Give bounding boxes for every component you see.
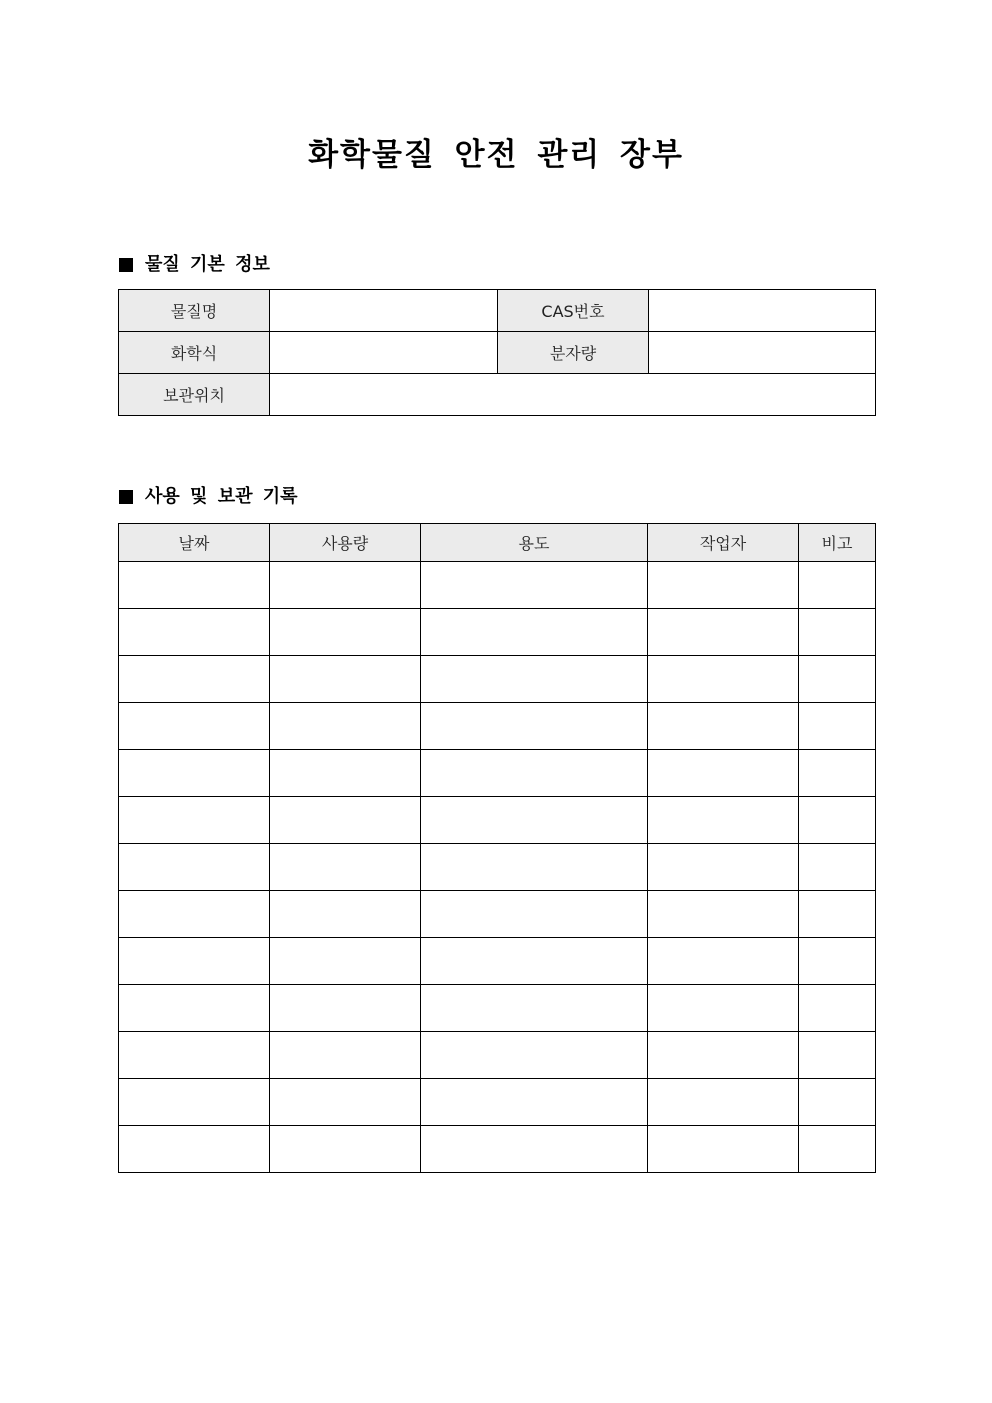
cell-purpose[interactable]	[421, 1032, 648, 1079]
table-row	[119, 938, 876, 985]
table-row	[119, 1126, 876, 1173]
table-row	[119, 332, 876, 374]
table-row	[119, 656, 876, 703]
cell-purpose[interactable]	[421, 844, 648, 891]
cell-purpose[interactable]	[421, 703, 648, 750]
cell-purpose[interactable]	[421, 656, 648, 703]
cell-amount[interactable]	[270, 562, 421, 609]
cell-remarks[interactable]	[799, 562, 876, 609]
cell-amount[interactable]	[270, 985, 421, 1032]
cell-remarks[interactable]	[799, 609, 876, 656]
cell-amount[interactable]	[270, 844, 421, 891]
cell-remarks[interactable]	[799, 891, 876, 938]
cell-amount[interactable]	[270, 1079, 421, 1126]
cell-worker[interactable]	[648, 797, 799, 844]
cell-date[interactable]	[119, 562, 270, 609]
column-header-worker: 작업자	[648, 524, 799, 562]
cell-worker[interactable]	[648, 703, 799, 750]
section-heading-basic-info	[119, 252, 270, 278]
label-cas-number: CAS번호	[498, 290, 649, 332]
document-title: 화학물질 안전 관리 장부	[308, 137, 684, 173]
cell-date[interactable]	[119, 1079, 270, 1126]
cell-date[interactable]	[119, 938, 270, 985]
label-molecular-weight: 분자량	[498, 332, 649, 374]
table-row	[119, 290, 876, 332]
cell-purpose[interactable]	[421, 1126, 648, 1173]
cell-amount[interactable]	[270, 891, 421, 938]
cell-worker[interactable]	[648, 891, 799, 938]
table-row	[119, 1032, 876, 1079]
cell-remarks[interactable]	[799, 750, 876, 797]
cell-remarks[interactable]	[799, 985, 876, 1032]
field-chemical-formula[interactable]	[270, 332, 498, 374]
cell-remarks[interactable]	[799, 844, 876, 891]
cell-worker[interactable]	[648, 844, 799, 891]
cell-worker[interactable]	[648, 1126, 799, 1173]
cell-remarks[interactable]	[799, 1079, 876, 1126]
cell-remarks[interactable]	[799, 1032, 876, 1079]
cell-amount[interactable]	[270, 938, 421, 985]
cell-date[interactable]	[119, 609, 270, 656]
cell-purpose[interactable]	[421, 797, 648, 844]
square-bullet-icon	[119, 490, 133, 504]
cell-purpose[interactable]	[421, 750, 648, 797]
section-heading-label: 물질 기본 정보	[145, 254, 270, 275]
table-row	[119, 374, 876, 416]
cell-date[interactable]	[119, 797, 270, 844]
cell-amount[interactable]	[270, 1032, 421, 1079]
field-storage-location[interactable]	[270, 374, 876, 416]
cell-date[interactable]	[119, 703, 270, 750]
cell-remarks[interactable]	[799, 703, 876, 750]
table-row	[119, 750, 876, 797]
basic-info-table	[118, 289, 876, 416]
column-header-date: 날짜	[119, 524, 270, 562]
cell-remarks[interactable]	[799, 656, 876, 703]
cell-worker[interactable]	[648, 1032, 799, 1079]
cell-amount[interactable]	[270, 797, 421, 844]
table-row	[119, 797, 876, 844]
cell-worker[interactable]	[648, 609, 799, 656]
cell-purpose[interactable]	[421, 985, 648, 1032]
cell-date[interactable]	[119, 656, 270, 703]
cell-worker[interactable]	[648, 656, 799, 703]
cell-worker[interactable]	[648, 938, 799, 985]
cell-purpose[interactable]	[421, 938, 648, 985]
cell-amount[interactable]	[270, 750, 421, 797]
cell-purpose[interactable]	[421, 562, 648, 609]
cell-worker[interactable]	[648, 750, 799, 797]
section-heading-usage-log	[119, 484, 298, 510]
label-chemical-formula: 화학식	[119, 332, 270, 374]
cell-date[interactable]	[119, 985, 270, 1032]
cell-remarks[interactable]	[799, 938, 876, 985]
cell-purpose[interactable]	[421, 1079, 648, 1126]
cell-date[interactable]	[119, 750, 270, 797]
column-header-amount: 사용량	[270, 524, 421, 562]
cell-date[interactable]	[119, 1032, 270, 1079]
cell-worker[interactable]	[648, 562, 799, 609]
section-heading-label: 사용 및 보관 기록	[145, 486, 298, 507]
cell-worker[interactable]	[648, 985, 799, 1032]
table-row	[119, 844, 876, 891]
usage-log-table	[118, 523, 876, 1173]
field-cas-number[interactable]	[649, 290, 876, 332]
cell-amount[interactable]	[270, 609, 421, 656]
square-bullet-icon	[119, 258, 133, 272]
table-row	[119, 891, 876, 938]
field-substance-name[interactable]	[270, 290, 498, 332]
cell-amount[interactable]	[270, 656, 421, 703]
label-storage-location: 보관위치	[119, 374, 270, 416]
column-header-remarks: 비고	[799, 524, 876, 562]
cell-worker[interactable]	[648, 1079, 799, 1126]
label-substance-name: 물질명	[119, 290, 270, 332]
cell-date[interactable]	[119, 1126, 270, 1173]
table-row	[119, 985, 876, 1032]
cell-amount[interactable]	[270, 703, 421, 750]
table-row	[119, 562, 876, 609]
cell-date[interactable]	[119, 891, 270, 938]
cell-date[interactable]	[119, 844, 270, 891]
cell-purpose[interactable]	[421, 609, 648, 656]
table-row	[119, 1079, 876, 1126]
column-header-purpose: 용도	[421, 524, 648, 562]
table-row	[119, 703, 876, 750]
cell-remarks[interactable]	[799, 1126, 876, 1173]
usage-log-body	[119, 562, 876, 1173]
cell-purpose[interactable]	[421, 891, 648, 938]
field-molecular-weight[interactable]	[649, 332, 876, 374]
cell-remarks[interactable]	[799, 797, 876, 844]
table-row	[119, 609, 876, 656]
table-header-row	[119, 524, 876, 562]
cell-amount[interactable]	[270, 1126, 421, 1173]
